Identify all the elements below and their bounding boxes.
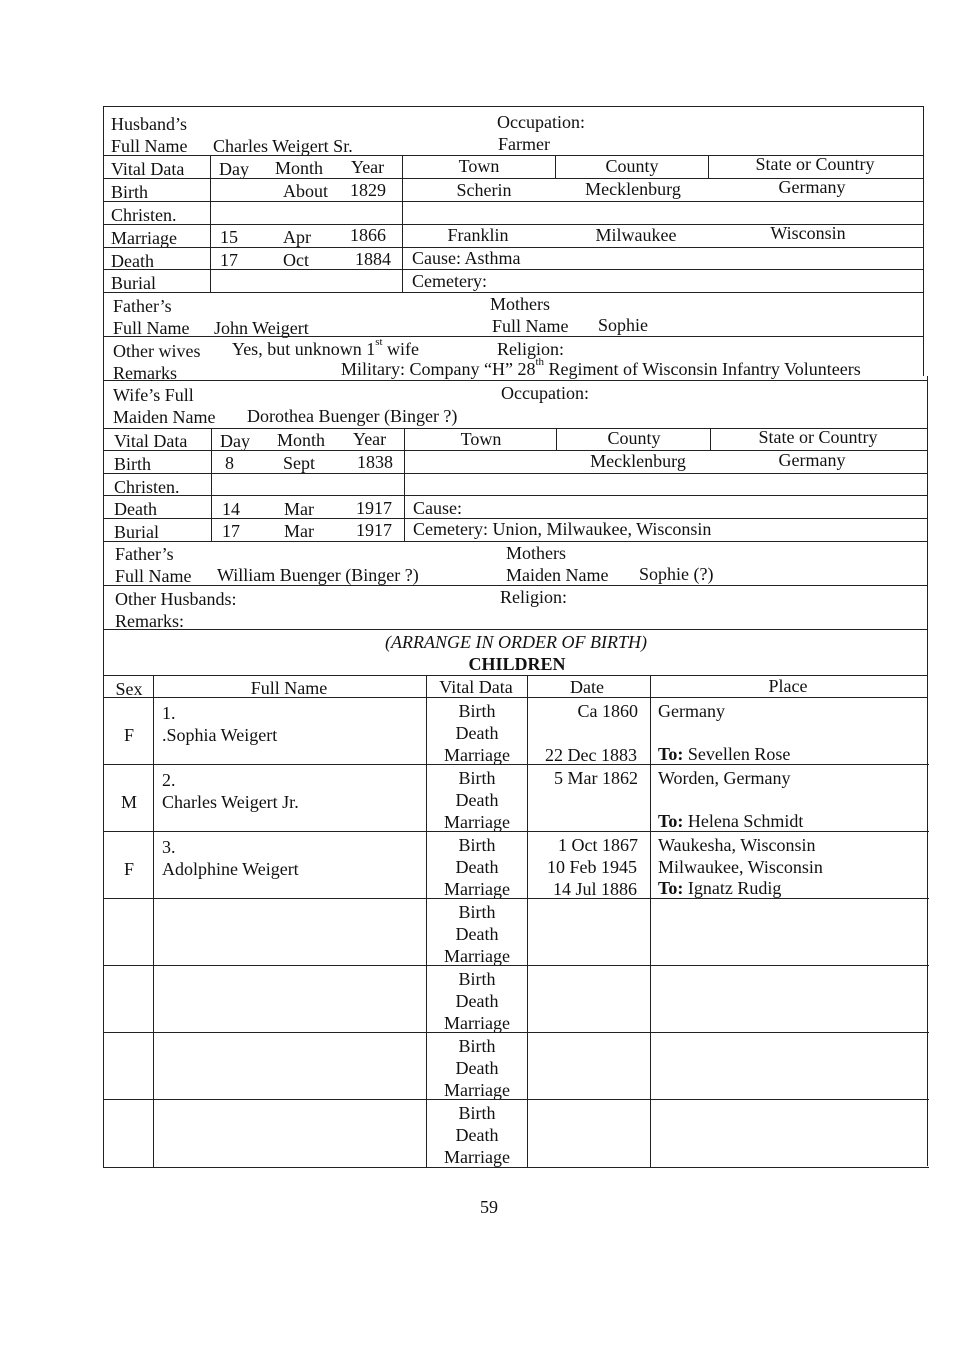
- child-name: Charles Weigert Jr.: [162, 792, 299, 812]
- h-marriage-town: Franklin: [447, 225, 509, 245]
- place-header: Place: [768, 676, 808, 696]
- h-birth-state: Germany: [778, 177, 846, 197]
- h-year-header: Year: [351, 157, 385, 177]
- row-divider: [103, 831, 929, 832]
- child-number: 3.: [162, 837, 176, 857]
- h-mother-full-name-label: Full Name: [492, 316, 569, 336]
- w-birth-county: Mecklenburg: [590, 451, 686, 471]
- h-father-label: Father’s: [113, 296, 172, 316]
- col-divider: [211, 428, 212, 541]
- h-death-cause: Cause: Asthma: [412, 248, 521, 268]
- w-burial-label: Burial: [114, 522, 159, 542]
- child-name: Adolphine Weigert: [162, 859, 299, 879]
- frame-bottom: [103, 1167, 929, 1168]
- h-day-header: Day: [219, 159, 249, 179]
- spouse-name: Helena Schmidt: [683, 811, 804, 831]
- w-death-label: Death: [114, 499, 157, 519]
- date-header: Date: [570, 677, 604, 697]
- row-divider: [103, 1032, 929, 1033]
- h-burial-label: Burial: [111, 273, 156, 293]
- h-county-header: County: [605, 156, 659, 176]
- husband-occupation: Farmer: [498, 134, 550, 154]
- vital-event-label: Marriage: [444, 745, 510, 765]
- h-burial-cemetery: Cemetery:: [412, 271, 487, 291]
- row-divider: [103, 292, 924, 293]
- other-wives-text: Yes, but unknown 1: [232, 339, 376, 359]
- other-wives-value: [232, 336, 420, 359]
- w-burial-year: 1917: [356, 520, 392, 540]
- row-divider: [103, 495, 927, 496]
- husband-label: Husband’s: [111, 114, 187, 134]
- vital-event-label: Marriage: [444, 812, 510, 832]
- child-spouse: [658, 812, 803, 830]
- h-christen-label: Christen.: [111, 205, 177, 225]
- frame-left: [103, 106, 104, 1168]
- child-birth-date: 1 Oct 1867: [558, 835, 638, 855]
- child-name: .Sophia Weigert: [162, 725, 278, 745]
- h-remarks-label: Remarks: [113, 363, 177, 383]
- h-birth-town: Scherin: [456, 180, 512, 200]
- row-divider: [103, 380, 927, 381]
- vital-event-label: Death: [455, 991, 499, 1011]
- w-mother-maiden-name-label: Maiden Name: [506, 565, 609, 585]
- w-christen-label: Christen.: [114, 477, 180, 497]
- w-burial-month: Mar: [284, 521, 314, 541]
- sex-header: Sex: [115, 679, 143, 699]
- col-divider: [210, 155, 211, 292]
- w-day-header: Day: [220, 431, 250, 451]
- spouse-to-label: To:: [658, 811, 684, 831]
- h-birth-month: About: [283, 181, 328, 201]
- w-mother-name: Sophie (?): [639, 564, 714, 584]
- child-marriage-date: 14 Jul 1886: [552, 879, 637, 899]
- full-name-header: Full Name: [250, 678, 328, 698]
- vital-event-label: Marriage: [444, 879, 510, 899]
- row-divider: [103, 629, 927, 630]
- w-father-full-name-label: Full Name: [115, 566, 192, 586]
- vital-event-label: Birth: [458, 902, 496, 922]
- h-father-full-name-label: Full Name: [113, 318, 190, 338]
- w-birth-label: Birth: [114, 454, 152, 474]
- military-text-end: Regiment of Wisconsin Infantry Volunteers: [544, 359, 861, 379]
- child-spouse: [658, 745, 790, 763]
- row-divider: [103, 1099, 929, 1100]
- w-month-header: Month: [277, 430, 326, 450]
- row-divider: [103, 585, 927, 586]
- w-mother-label: Mothers: [506, 543, 566, 563]
- vital-event-label: Death: [455, 1058, 499, 1078]
- military-text: Military: Company “H” 28: [341, 359, 536, 379]
- vital-event-label: Death: [455, 790, 499, 810]
- other-wives-label: Other wives: [113, 341, 201, 361]
- h-death-year: 1884: [355, 249, 391, 269]
- row-divider: [103, 965, 929, 966]
- vital-event-label: Death: [455, 1125, 499, 1145]
- vital-event-label: Marriage: [444, 946, 510, 966]
- row-divider: [103, 473, 927, 474]
- spouse-to-label: To:: [658, 878, 684, 898]
- h-birth-year: 1829: [350, 180, 386, 200]
- col-divider: [402, 155, 403, 292]
- col-divider: [555, 155, 556, 178]
- w-burial-cemetery: Cemetery: Union, Milwaukee, Wisconsin: [413, 519, 712, 539]
- other-wives-text-end: wife: [382, 339, 420, 359]
- w-religion-label: Religion:: [500, 587, 567, 607]
- child-sex: F: [123, 725, 135, 745]
- col-divider: [153, 675, 154, 1168]
- husband-full-name-label: Full Name: [111, 136, 188, 156]
- child-marriage-date: 22 Dec 1883: [545, 745, 637, 765]
- h-state-header: State or Country: [755, 154, 875, 174]
- w-death-cause: Cause:: [413, 498, 462, 518]
- vital-event-label: Birth: [458, 701, 496, 721]
- w-state-header: State or Country: [758, 427, 878, 447]
- col-divider: [426, 675, 427, 1168]
- w-death-year: 1917: [356, 498, 392, 518]
- row-divider: [103, 697, 927, 698]
- h-marriage-day: 15: [220, 227, 238, 247]
- row-divider: [103, 764, 929, 765]
- h-father-name: John Weigert: [214, 318, 309, 338]
- h-vital-header: Vital Data: [111, 159, 185, 179]
- page-number: 59: [480, 1197, 498, 1217]
- h-month-header: Month: [275, 158, 324, 178]
- spouse-name: Ignatz Rudig: [683, 878, 782, 898]
- child-death-place: Milwaukee, Wisconsin: [658, 857, 823, 877]
- child-birth-place: Waukesha, Wisconsin: [658, 835, 816, 855]
- row-divider: [103, 336, 924, 337]
- h-marriage-year: 1866: [350, 225, 386, 245]
- col-divider: [404, 428, 405, 541]
- spouse-to-label: To:: [658, 744, 684, 764]
- w-death-month: Mar: [284, 499, 314, 519]
- vital-event-label: Birth: [458, 835, 496, 855]
- child-spouse: [658, 879, 781, 897]
- child-birth-place: Worden, Germany: [658, 768, 791, 788]
- col-divider: [556, 428, 557, 450]
- child-number: 1.: [162, 703, 176, 723]
- row-divider: [103, 201, 924, 202]
- h-mother-name: Sophie: [598, 315, 649, 335]
- vital-event-label: Birth: [458, 1103, 496, 1123]
- child-birth-date: Ca 1860: [577, 701, 638, 721]
- w-father-name: William Buenger (Binger ?): [217, 565, 419, 585]
- husband-full-name: Charles Weigert Sr.: [213, 136, 353, 156]
- h-marriage-county: Milwaukee: [595, 225, 677, 245]
- h-marriage-month: Apr: [283, 227, 311, 247]
- child-birth-date: 5 Mar 1862: [554, 768, 638, 788]
- vital-event-label: Death: [455, 857, 499, 877]
- other-husbands-label: Other Husbands:: [115, 589, 237, 609]
- vital-event-label: Death: [455, 924, 499, 944]
- frame-top: [103, 106, 924, 107]
- child-birth-place: Germany: [658, 701, 725, 721]
- children-title: CHILDREN: [468, 654, 566, 674]
- wife-label: Wife’s Full: [113, 385, 194, 405]
- h-mother-label: Mothers: [490, 294, 550, 314]
- h-birth-county: Mecklenburg: [585, 179, 681, 199]
- row-divider: [103, 898, 929, 899]
- w-death-day: 14: [222, 499, 240, 519]
- vital-event-label: Birth: [458, 969, 496, 989]
- children-instruction: (ARRANGE IN ORDER OF BIRTH): [385, 632, 647, 652]
- w-birth-year: 1838: [357, 452, 393, 472]
- w-county-header: County: [607, 428, 661, 448]
- row-divider: [103, 541, 927, 542]
- w-year-header: Year: [353, 429, 387, 449]
- vital-event-label: Death: [455, 723, 499, 743]
- h-birth-label: Birth: [111, 182, 149, 202]
- ordinal-suffix: st: [375, 336, 383, 348]
- vital-data-header: Vital Data: [439, 677, 513, 697]
- w-birth-day: 8: [225, 453, 234, 473]
- child-sex: M: [120, 792, 138, 812]
- h-town-header: Town: [458, 156, 500, 176]
- col-divider: [650, 675, 651, 1167]
- h-marriage-state: Wisconsin: [770, 223, 846, 243]
- h-marriage-label: Marriage: [111, 228, 177, 248]
- w-remarks-label: Remarks:: [115, 611, 184, 631]
- w-burial-day: 17: [222, 521, 240, 541]
- child-death-date: 10 Feb 1945: [547, 857, 637, 877]
- vital-event-label: Birth: [458, 768, 496, 788]
- w-town-header: Town: [460, 429, 502, 449]
- child-number: 2.: [162, 770, 176, 790]
- w-vital-header: Vital Data: [114, 431, 188, 451]
- vital-event-label: Marriage: [444, 1080, 510, 1100]
- w-father-label: Father’s: [115, 544, 174, 564]
- w-birth-state: Germany: [778, 450, 846, 470]
- vital-event-label: Birth: [458, 1036, 496, 1056]
- w-birth-month: Sept: [283, 453, 316, 473]
- col-divider: [710, 428, 711, 450]
- h-death-day: 17: [220, 250, 238, 270]
- vital-event-label: Marriage: [444, 1147, 510, 1167]
- wife-full-name: Dorothea Buenger (Binger ?): [247, 406, 458, 426]
- row-divider: [103, 269, 924, 270]
- col-divider: [527, 675, 528, 1168]
- ordinal-suffix: th: [535, 356, 545, 368]
- h-religion-label: Religion:: [497, 339, 564, 359]
- wife-maiden-name-label: Maiden Name: [113, 407, 216, 427]
- vital-event-label: Marriage: [444, 1013, 510, 1033]
- h-death-label: Death: [111, 251, 154, 271]
- military-remark: [341, 356, 861, 379]
- wife-occupation-label: Occupation:: [501, 383, 589, 403]
- child-sex: F: [123, 859, 135, 879]
- spouse-name: Sevellen Rose: [683, 744, 791, 764]
- frame-right-lower: [927, 376, 928, 1166]
- h-death-month: Oct: [283, 250, 309, 270]
- col-divider: [708, 155, 709, 178]
- husband-occupation-label: Occupation:: [497, 112, 585, 132]
